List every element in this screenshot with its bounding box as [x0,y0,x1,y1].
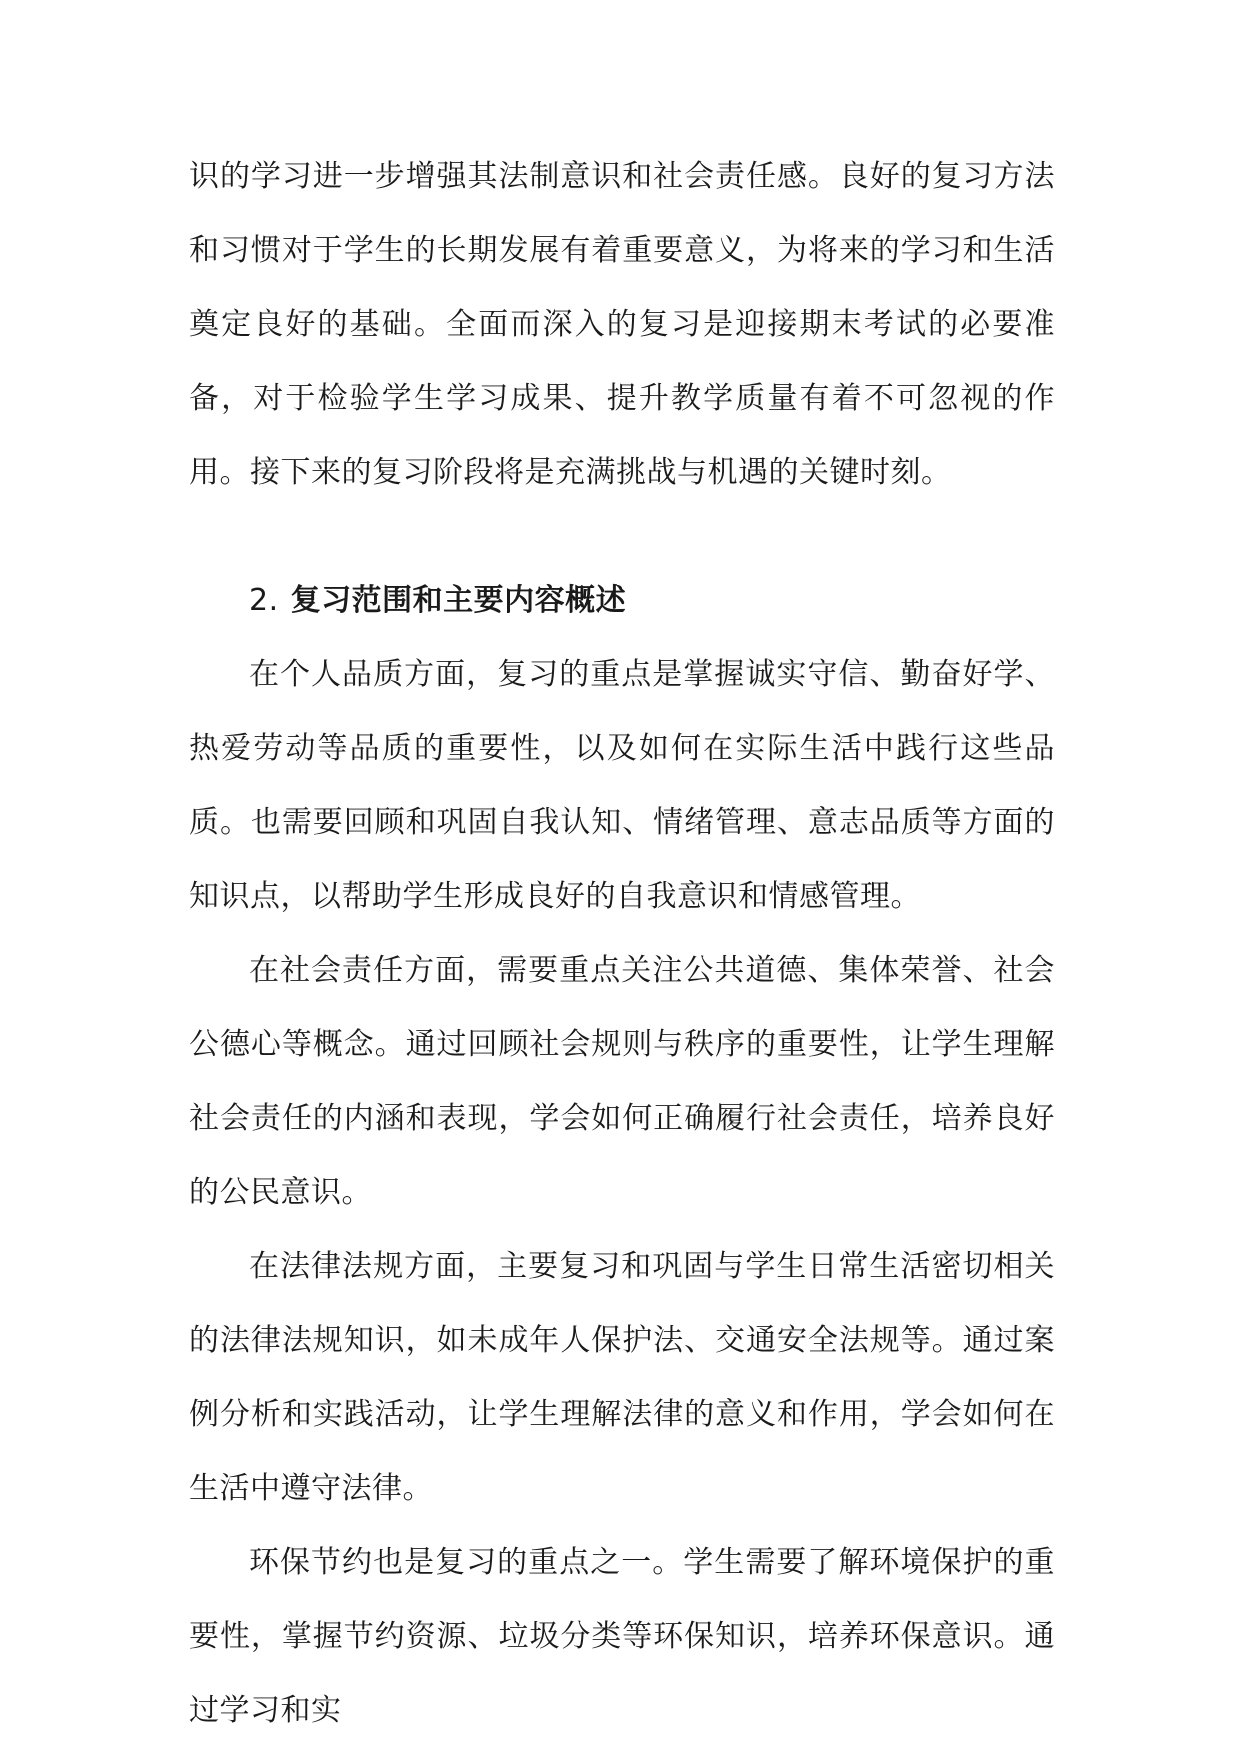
paragraph-social-responsibility: 在社会责任方面，需要重点关注公共道德、集体荣誉、社会公德心等概念。通过回顾社会规则与秩序的重要性，让学生理解社会责任的内涵和表现，学会如何正确履行社会责任，培养良好的公民意识。 [189,953,1055,1210]
paragraph-environmental-protection: 环保节约也是复习的重点之一。学生需要了解环境保护的重要性，掌握节约资源、垃圾分类等环保知识，培养环保意识。通过学习和实 [189,1545,1055,1728]
document-body [189,140,1055,1748]
paragraph-personal-quality: 在个人品质方面，复习的重点是掌握诚实守信、勤奋好学、热爱劳动等品质的重要性，以及如何在实际生活中践行这些品质。也需要回顾和巩固自我认知、情绪管理、意志品质等方面的知识点，以帮助学生形成良好的自我意识和情感管理。 [189,657,1055,914]
section-number: 2. [249,583,279,618]
continuation-paragraph: 识的学习进一步增强其法制意识和社会责任感。良好的复习方法和习惯对于学生的长期发展有着重要意义，为将来的学习和生活奠定良好的基础。全面而深入的复习是迎接期末考试的必要准备，对于检验学生学习成果、提升教学质量有着不可忽视的作用。接下来的复习阶段将是充满挑战与机遇的关键时刻。 [189,159,1055,490]
paragraph-laws-regulations: 在法律法规方面，主要复习和巩固与学生日常生活密切相关的法律法规知识，如未成年人保护法、交通安全法规等。通过案例分析和实践活动，让学生理解法律的意义和作用，学会如何在生活中遵守法律。 [189,1249,1055,1506]
section-title: 复习范围和主要内容概述 [290,583,627,618]
section-heading [189,564,1055,638]
